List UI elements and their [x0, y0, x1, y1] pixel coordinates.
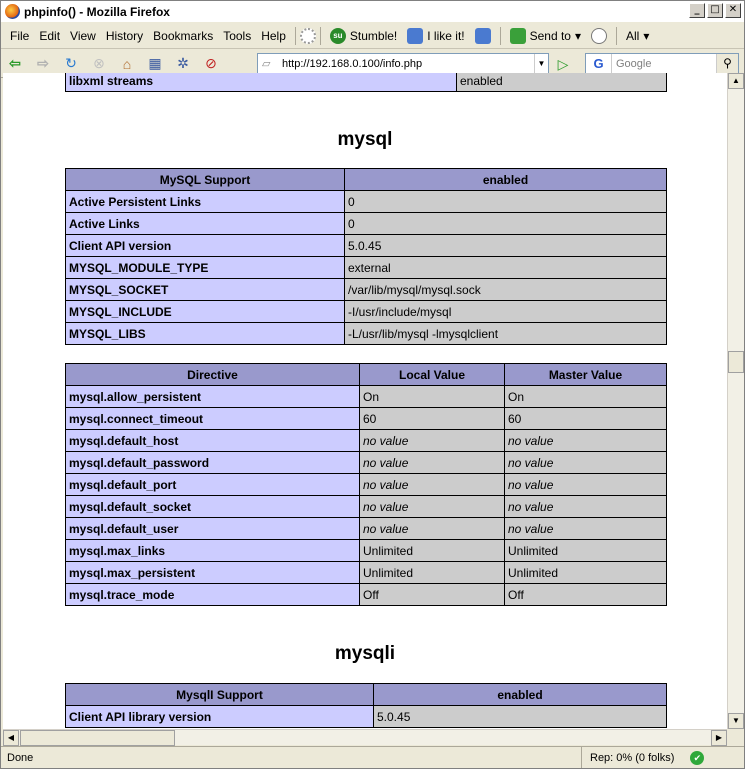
directive-cell: MYSQL_SOCKET	[66, 279, 345, 301]
directive-cell: mysql.connect_timeout	[66, 408, 360, 430]
table-row	[66, 386, 667, 408]
back-arrow-icon[interactable]: ⇦	[9, 55, 21, 71]
value-cell: no value	[360, 496, 505, 518]
title-bar	[1, 1, 744, 22]
table-row	[66, 191, 667, 213]
directive-cell: mysql.default_password	[66, 452, 360, 474]
menu-bar	[1, 23, 744, 49]
separator	[320, 27, 321, 45]
value-cell: Off	[505, 584, 667, 606]
table-header-row	[66, 684, 667, 706]
table-row	[66, 323, 667, 345]
thumbs-down-icon	[475, 28, 491, 44]
value-cell: Unlimited	[360, 540, 505, 562]
value-cell: On	[505, 386, 667, 408]
value-cell: no value	[360, 474, 505, 496]
status-bar	[1, 746, 744, 768]
menu-bookmarks[interactable]: Bookmarks	[153, 28, 214, 43]
value-cell: no value	[360, 452, 505, 474]
minimize-button[interactable]: _	[689, 3, 705, 18]
value-cell: -I/usr/include/mysql	[345, 301, 667, 323]
local-value-header: Local Value	[360, 364, 505, 386]
like-label: I like it!	[427, 28, 465, 43]
go-arrow-icon[interactable]: ▷	[557, 56, 569, 72]
google-logo-icon[interactable]: G	[586, 54, 612, 73]
directive-cell: MYSQL_LIBS	[66, 323, 345, 345]
forward-arrow-icon[interactable]: ⇨	[37, 55, 49, 71]
table-row	[66, 213, 667, 235]
scroll-left-icon[interactable]: ◀	[3, 730, 19, 746]
directive-cell: mysql.default_user	[66, 518, 360, 540]
search-placeholder: Google	[616, 57, 652, 70]
stumble-button[interactable]	[325, 28, 402, 44]
value-cell: Unlimited	[505, 562, 667, 584]
thumbs-up-icon	[407, 28, 423, 44]
scroll-down-icon[interactable]: ▼	[728, 713, 744, 729]
like-button[interactable]	[402, 28, 469, 44]
mysqli-info-table	[65, 683, 667, 728]
scroll-up-icon[interactable]: ▲	[728, 73, 744, 89]
value-cell: no value	[360, 518, 505, 540]
table-row	[66, 518, 667, 540]
send-to-label: Send to	[529, 28, 571, 43]
page-icon: ▱	[262, 57, 271, 70]
separator	[616, 27, 617, 45]
menu-file[interactable]: File	[10, 28, 30, 43]
search-icon[interactable]: ⚲	[716, 54, 738, 73]
mysql-directives-table	[65, 363, 667, 606]
table-row	[66, 584, 667, 606]
address-bar[interactable]	[257, 53, 549, 74]
chevron-down-icon: ▾	[643, 28, 650, 43]
value-cell: 5.0.45	[374, 706, 667, 728]
directive-cell: mysql.default_port	[66, 474, 360, 496]
table-row	[66, 474, 667, 496]
value-cell: 5.0.45	[345, 235, 667, 257]
close-button[interactable]: ✕	[725, 3, 741, 18]
value-cell: On	[360, 386, 505, 408]
value-cell: no value	[505, 452, 667, 474]
maximize-button[interactable]: □	[707, 3, 723, 18]
reload-icon[interactable]: ↻	[65, 55, 77, 71]
support-header: MySQL Support	[66, 169, 345, 191]
value-cell: no value	[505, 518, 667, 540]
scroll-thumb[interactable]	[20, 730, 175, 746]
table-row	[66, 452, 667, 474]
directive-cell: mysql.trace_mode	[66, 584, 360, 606]
table-row	[66, 562, 667, 584]
libxml-table	[65, 73, 667, 92]
url-dropdown-icon[interactable]: ▼	[534, 54, 548, 73]
horizontal-scrollbar[interactable]	[3, 729, 727, 745]
menu-history[interactable]: History	[105, 28, 144, 43]
separator	[295, 27, 296, 45]
chevron-down-icon: ▾	[574, 28, 582, 43]
value-cell: no value	[505, 496, 667, 518]
security-check-icon: ✔	[690, 751, 704, 765]
directive-cell: Client API version	[66, 235, 345, 257]
table-row	[66, 301, 667, 323]
table-row	[66, 706, 667, 728]
mysql-info-table	[65, 168, 667, 345]
table-row	[66, 430, 667, 452]
directive-header: Directive	[66, 364, 360, 386]
table-row	[66, 73, 667, 92]
page-content	[3, 73, 727, 729]
checkmark-icon	[510, 28, 526, 44]
menu-edit[interactable]: Edit	[39, 28, 61, 43]
block-icon[interactable]: ⊘	[205, 55, 217, 71]
scrollbar-corner	[727, 729, 744, 745]
separator	[500, 27, 501, 45]
directive-cell: MYSQL_INCLUDE	[66, 301, 345, 323]
table-row	[66, 257, 667, 279]
dislike-button[interactable]	[470, 28, 496, 44]
section-title-mysqli: mysqli	[334, 643, 396, 664]
vertical-scrollbar[interactable]	[727, 73, 744, 729]
value-cell: 60	[505, 408, 667, 430]
menu-view[interactable]: View	[70, 28, 96, 43]
status-text: Done	[7, 751, 34, 764]
value-cell: Off	[360, 584, 505, 606]
value-cell: enabled	[457, 73, 667, 92]
directive-cell: Client API library version	[66, 706, 374, 728]
directive-cell: libxml streams	[66, 73, 457, 92]
chat-button[interactable]	[586, 28, 612, 44]
directive-cell: Active Persistent Links	[66, 191, 345, 213]
stop-icon[interactable]: ⊗	[93, 55, 105, 71]
search-box[interactable]	[585, 53, 739, 74]
directive-cell: MYSQL_MODULE_TYPE	[66, 257, 345, 279]
table-header-row	[66, 169, 667, 191]
all-button[interactable]	[621, 29, 654, 43]
send-to-button[interactable]	[505, 28, 586, 44]
value-cell: Unlimited	[360, 562, 505, 584]
stumble-label: Stumble!	[349, 28, 398, 43]
settings-gear-icon[interactable]: ✲	[177, 55, 189, 71]
scroll-thumb[interactable]	[728, 351, 744, 373]
page-info-icon[interactable]: ▦	[148, 55, 162, 71]
directive-cell: mysql.max_persistent	[66, 562, 360, 584]
table-row	[66, 408, 667, 430]
directive-cell: mysql.default_host	[66, 430, 360, 452]
support-status-header: enabled	[374, 684, 667, 706]
value-cell: no value	[360, 430, 505, 452]
support-status-header: enabled	[345, 169, 667, 191]
home-icon[interactable]: ⌂	[122, 55, 132, 72]
all-label: All	[626, 28, 640, 43]
section-title-mysql: mysql	[337, 129, 393, 150]
value-cell: external	[345, 257, 667, 279]
value-cell: 0	[345, 191, 667, 213]
directive-cell: Active Links	[66, 213, 345, 235]
value-cell: -L/usr/lib/mysql -lmysqlclient	[345, 323, 667, 345]
support-header: MysqlI Support	[66, 684, 374, 706]
value-cell: 0	[345, 213, 667, 235]
table-row	[66, 279, 667, 301]
directive-cell: mysql.default_socket	[66, 496, 360, 518]
scroll-right-icon[interactable]: ▶	[711, 730, 727, 746]
value-cell: /var/lib/mysql/mysql.sock	[345, 279, 667, 301]
value-cell: Unlimited	[505, 540, 667, 562]
value-cell: 60	[360, 408, 505, 430]
stumbleupon-icon: su	[330, 28, 346, 44]
table-header-row	[66, 364, 667, 386]
value-cell: no value	[505, 430, 667, 452]
table-row	[66, 496, 667, 518]
firefox-icon	[5, 4, 20, 19]
window-title: phpinfo() - Mozilla Firefox	[24, 4, 170, 19]
directive-cell: mysql.max_links	[66, 540, 360, 562]
url-text: http://192.168.0.100/info.php	[282, 57, 423, 70]
value-cell: no value	[505, 474, 667, 496]
speech-bubble-icon	[591, 28, 607, 44]
master-value-header: Master Value	[505, 364, 667, 386]
menu-tools[interactable]: Tools	[223, 28, 252, 43]
table-row	[66, 235, 667, 257]
throbber-icon	[300, 28, 316, 44]
table-row	[66, 540, 667, 562]
menu-help[interactable]: Help	[261, 28, 286, 43]
directive-cell: mysql.allow_persistent	[66, 386, 360, 408]
reputation-status: Rep: 0% (0 folks)	[581, 747, 682, 768]
